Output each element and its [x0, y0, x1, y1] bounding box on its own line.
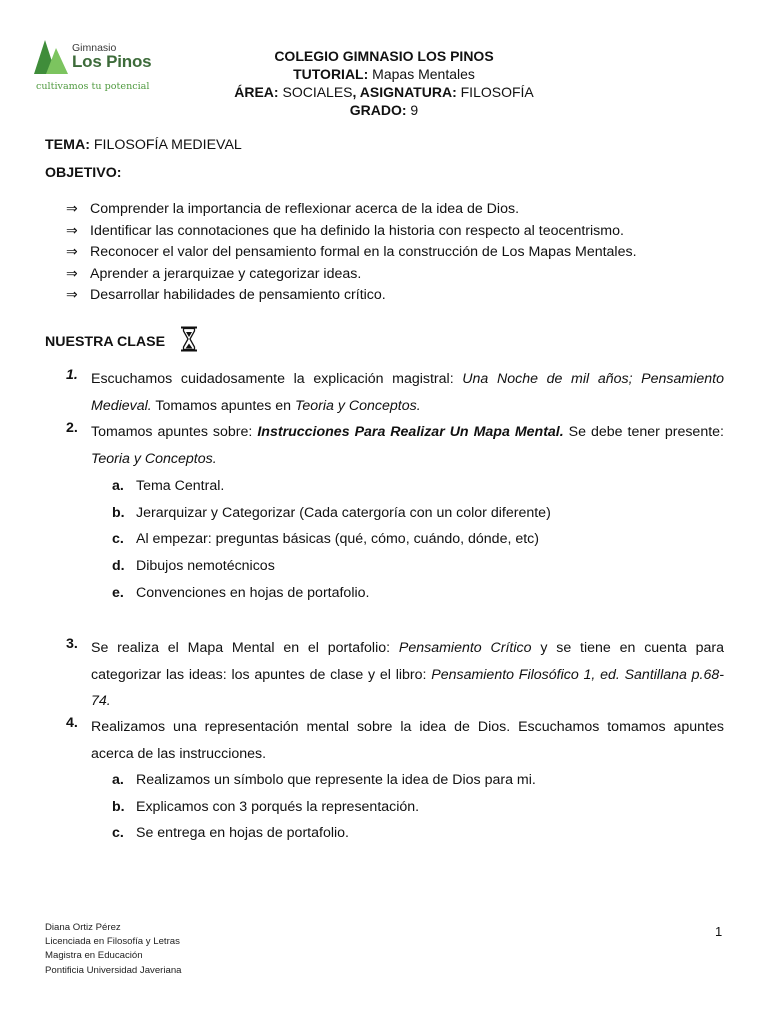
header-school: COLEGIO GIMNASIO LOS PINOS — [274, 48, 494, 64]
sub-item: c. Al empezar: preguntas básicas (qué, cómo, cuándo, dónde, etc) — [112, 531, 539, 548]
page-number: 1 — [715, 924, 723, 939]
objetivo-heading: OBJETIVO: — [45, 165, 122, 181]
step-number: 1. — [66, 367, 78, 383]
header-grade: GRADO: 9 — [349, 102, 419, 118]
objetivo-item: ⇒ Aprender a jerarquizae y categorizar ideas. — [66, 265, 362, 282]
tema-line: TEMA: FILOSOFÍA MEDIEVAL — [45, 137, 242, 153]
header-tutorial: TUTORIAL: Mapas Mentales — [293, 66, 475, 82]
sub-item: d. Dibujos nemotécnicos — [112, 558, 275, 575]
sub-item: a. Tema Central. — [112, 478, 225, 494]
step-3-text: Se realiza el Mapa Mental en el portafolio: Pensamiento Crítico y se tiene en cuenta para categorizar las ideas: los apuntes de clase y el libro: Pensamiento Filosófico 1, ed. Santillana p.68-74. — [91, 640, 724, 709]
step-4-text: Realizamos una representación mental sobre la idea de Dios. Escuchamos tomamos apuntes acerca de las instrucciones. — [91, 719, 724, 762]
footer-author — [45, 921, 182, 978]
objetivo-item: ⇒ Desarrollar habilidades de pensamiento crítico. — [66, 287, 386, 303]
school-logo — [34, 38, 164, 98]
objetivo-item: ⇒ Identificar las connotaciones que ha definido la historia con respecto al teocentrismo. — [66, 222, 624, 239]
logo-school-small: Gimnasio — [72, 42, 117, 54]
clase-heading: NUESTRA CLASE — [45, 334, 165, 350]
sub-item: c. Se entrega en hojas de portafolio. — [112, 825, 349, 842]
step-number: 3. — [66, 636, 78, 652]
logo-tagline: cultivamos tu potencial — [36, 81, 150, 92]
sub-item: a. Realizamos un símbolo que represente la idea de Dios para mi. — [112, 772, 536, 788]
footer-line: Pontificia Universidad Javeriana — [45, 964, 182, 976]
pine-trees-icon — [34, 38, 70, 76]
footer-line: Diana Ortiz Pérez — [45, 922, 121, 933]
step-2-sublist — [112, 473, 551, 607]
step-2-text: Tomamos apuntes sobre: Instrucciones Para Realizar Un Mapa Mental. Se debe tener presente: Teoria y Conceptos. — [91, 424, 724, 467]
objetivo-item: ⇒ Comprender la importancia de reflexionar acerca de la idea de Dios. — [66, 201, 520, 217]
step-4-sublist — [112, 767, 536, 847]
document-header — [150, 47, 618, 119]
sub-item: b. Explicamos con 3 porqués la representación. — [112, 798, 420, 815]
step-1-text: Escuchamos cuidadosamente la explicación magistral: Una Noche de mil años; Pensamiento Medieval. Tomamos apuntes en Teoria y Conceptos. — [91, 371, 724, 414]
step-number: 2. — [66, 420, 78, 436]
footer-line: Licenciada en Filosofía y Letras — [45, 936, 180, 948]
objetivo-list — [66, 199, 637, 307]
header-area: ÁREA: SOCIALES, ASIGNATURA: FILOSOFÍA — [234, 84, 534, 100]
sub-item: b. Jerarquizar y Categorizar (Cada catergoría con un color diferente) — [112, 504, 551, 521]
hourglass-icon — [180, 326, 198, 352]
step-number: 4. — [66, 715, 78, 731]
logo-school-big: Los Pinos — [72, 52, 152, 71]
objetivo-item: ⇒ Reconocer el valor del pensamiento formal en la construcción de Los Mapas Mentales. — [66, 244, 637, 260]
footer-line: Magistra en Educación — [45, 950, 143, 962]
sub-item: e. Convenciones en hojas de portafolio. — [112, 584, 370, 601]
